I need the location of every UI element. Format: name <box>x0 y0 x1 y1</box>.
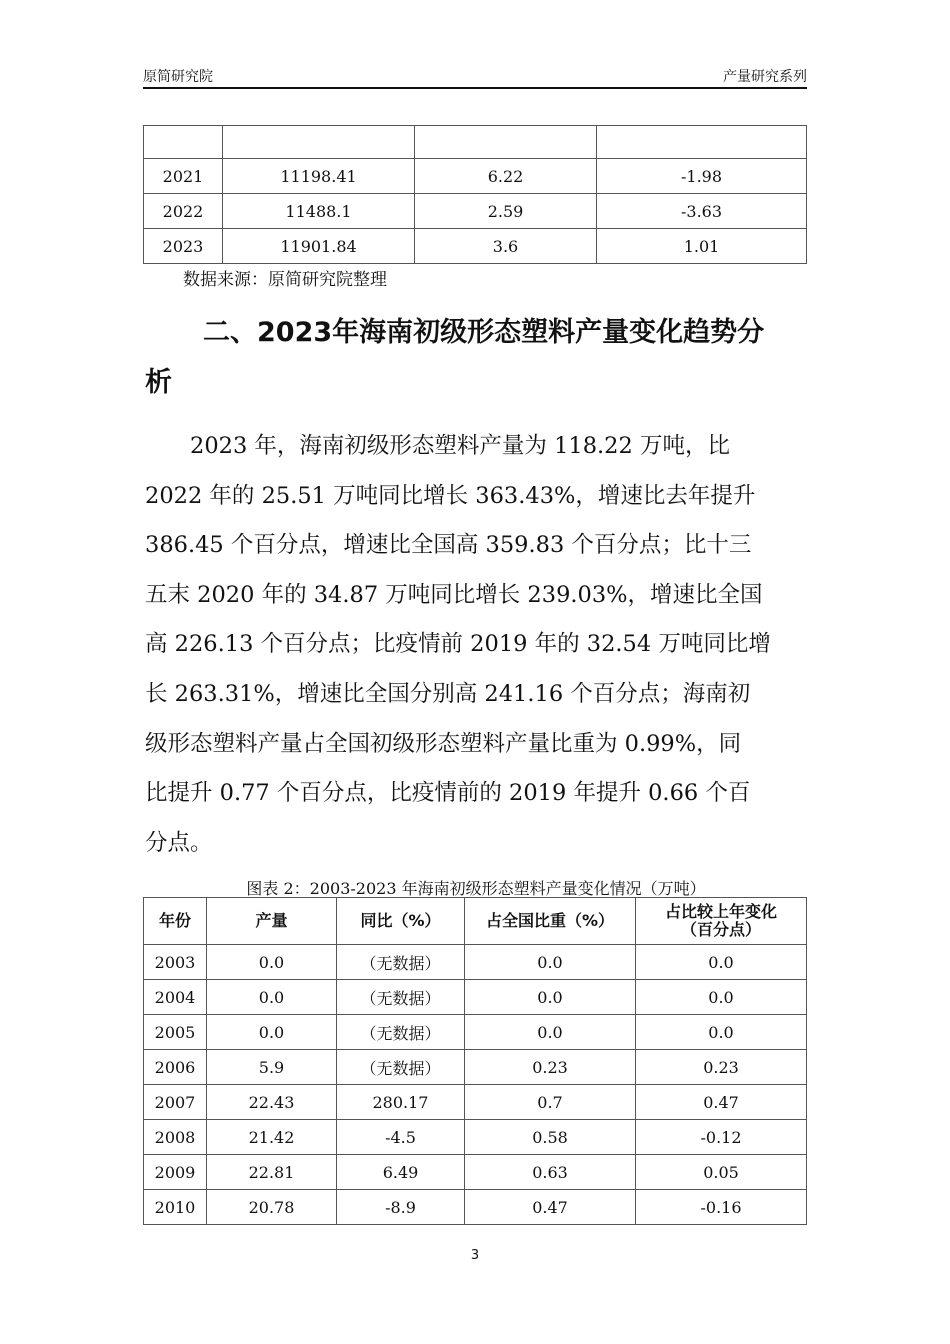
table-cell: 0.0 <box>207 980 337 1015</box>
table-row <box>144 980 807 1015</box>
table-cell: 6.22 <box>415 159 597 194</box>
page-number: 3 <box>470 1248 480 1263</box>
table-cell: 0.58 <box>465 1120 636 1155</box>
paragraph-line: 长 263.31%，增速比全国分别高 241.16 个百分点；海南初 <box>145 680 751 707</box>
table-cell: 21.42 <box>207 1120 337 1155</box>
table-cell: 2005 <box>144 1015 207 1050</box>
table-cell: 20.78 <box>207 1190 337 1225</box>
table-cell: 2010 <box>144 1190 207 1225</box>
table-cell: -0.16 <box>636 1190 807 1225</box>
table-cell: -0.12 <box>636 1120 807 1155</box>
header-right: 产量研究系列 <box>723 69 807 85</box>
table-cell: 0.0 <box>465 980 636 1015</box>
header-left: 原简研究院 <box>143 69 213 85</box>
table-cell: 2003 <box>144 945 207 980</box>
table-cell: -8.9 <box>337 1190 465 1225</box>
table-cell: 280.17 <box>337 1085 465 1120</box>
table-cell: 0.0 <box>465 945 636 980</box>
paragraph-line: 五末 2020 年的 34.87 万吨同比增长 239.03%，增速比全国 <box>145 581 763 608</box>
table-cell: 2022 <box>144 194 223 229</box>
table-caption: 图表 2：2003-2023 年海南初级形态塑料产量变化情况（万吨） <box>246 879 706 898</box>
table-cell: （无数据） <box>337 1015 465 1050</box>
table-cell: 0.23 <box>465 1050 636 1085</box>
table-cell: -1.98 <box>597 159 807 194</box>
paragraph-line: 分点。 <box>145 829 213 856</box>
paragraph-line: 386.45 个百分点，增速比全国高 359.83 个百分点；比十三 <box>145 532 752 559</box>
table-cell: 0.05 <box>636 1155 807 1190</box>
table-cell: 2023 <box>144 229 223 264</box>
table-cell: 6.49 <box>337 1155 465 1190</box>
table-row <box>144 229 807 264</box>
table-row <box>144 126 807 159</box>
table-cell: 0.0 <box>465 1015 636 1050</box>
table-continued <box>143 125 807 264</box>
table-cell: 5.9 <box>207 1050 337 1085</box>
table-row <box>144 945 807 980</box>
table-cell: 0.0 <box>636 945 807 980</box>
column-header: 同比（%） <box>337 898 465 945</box>
table-cell: 3.6 <box>415 229 597 264</box>
table-cell: 11488.1 <box>223 194 415 229</box>
table-cell: （无数据） <box>337 980 465 1015</box>
table-cell: 2008 <box>144 1120 207 1155</box>
table-cell: 0.47 <box>636 1085 807 1120</box>
table-row <box>144 1015 807 1050</box>
table-cell: 0.0 <box>636 980 807 1015</box>
table-cell: 0.0 <box>636 1015 807 1050</box>
production-table <box>143 897 807 1225</box>
table-cell: 0.23 <box>636 1050 807 1085</box>
column-header: 占比较上年变化 （百分点） <box>636 898 807 945</box>
table-cell: 0.0 <box>207 945 337 980</box>
section-heading-cont: 析 <box>145 367 172 398</box>
source-note: 数据来源：原简研究院整理 <box>183 270 387 290</box>
table-row <box>144 1190 807 1225</box>
table-cell: 2006 <box>144 1050 207 1085</box>
table-cell: -4.5 <box>337 1120 465 1155</box>
table-cell: 11901.84 <box>223 229 415 264</box>
table-cell: 2021 <box>144 159 223 194</box>
table-cell: 2009 <box>144 1155 207 1190</box>
paragraph-line: 比提升 0.77 个百分点，比疫情前的 2019 年提升 0.66 个百 <box>145 780 751 807</box>
paragraph-line: 级形态塑料产量占全国初级形态塑料产量比重为 0.99%，同 <box>145 730 742 757</box>
table-cell: 2007 <box>144 1085 207 1120</box>
table-cell: 0.7 <box>465 1085 636 1120</box>
table-cell: 2.59 <box>415 194 597 229</box>
table-cell: 1.01 <box>597 229 807 264</box>
column-header: 年份 <box>144 898 207 945</box>
section-heading: 二、2023年海南初级形态塑料产量变化趋势分 <box>203 317 765 348</box>
table-cell: 22.81 <box>207 1155 337 1190</box>
table-cell: 0.0 <box>207 1015 337 1050</box>
table-row <box>144 159 807 194</box>
column-header: 占全国比重（%） <box>465 898 636 945</box>
table-row <box>144 1050 807 1085</box>
paragraph-line: 2022 年的 25.51 万吨同比增长 363.43%，增速比去年提升 <box>145 482 756 509</box>
header-rule <box>143 87 807 89</box>
table-cell: （无数据） <box>337 1050 465 1085</box>
table-row <box>144 1120 807 1155</box>
table-row <box>144 1085 807 1120</box>
table-cell: （无数据） <box>337 945 465 980</box>
table-cell: 11198.41 <box>223 159 415 194</box>
column-header: 产量 <box>207 898 337 945</box>
table-cell: 22.43 <box>207 1085 337 1120</box>
paragraph-line: 2023 年，海南初级形态塑料产量为 118.22 万吨，比 <box>145 433 730 459</box>
table-row <box>144 194 807 229</box>
table-cell: -3.63 <box>597 194 807 229</box>
table-cell: 0.63 <box>465 1155 636 1190</box>
paragraph-line: 高 226.13 个百分点；比疫情前 2019 年的 32.54 万吨同比增 <box>145 631 771 658</box>
table-cell: 2004 <box>144 980 207 1015</box>
body-paragraph <box>145 422 807 868</box>
table-row <box>144 1155 807 1190</box>
table-cell: 0.47 <box>465 1190 636 1225</box>
